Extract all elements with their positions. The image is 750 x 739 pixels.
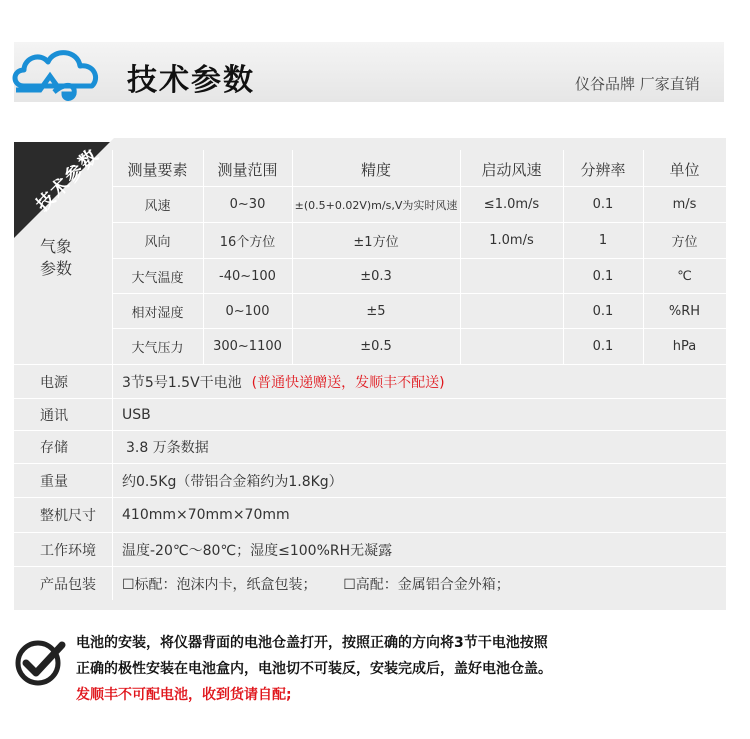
table-cell: 大气压力 [131,341,184,356]
table-cell: 风向 [144,235,171,250]
weather-group-label [40,236,72,280]
spec-label-env: 工作环境 [40,542,96,559]
notice-line-1: 电池的安装，将仪器背面的电池仓盖打开，按照正确的方向将3节干电池按照 [76,635,548,651]
table-cell: 0.1 [592,339,614,354]
spec-label-comm: 通讯 [40,407,68,424]
spec-value-env: 温度-20℃～80℃；湿度≤100%RH无凝露 [122,542,393,559]
spec-label-storage: 存储 [40,440,68,456]
corner-ribbon [14,138,114,238]
table-cell: hPa [672,339,697,354]
table-cell: ±(0.5+0.02V)m/s,V为实时风速 [294,198,458,212]
spec-value-comm: USB [122,406,151,423]
th-element: 测量要素 [127,160,188,179]
table-cell: 300~1100 [213,339,282,354]
table-cell: m/s [672,197,697,212]
spec-value-power-note: (普通快递赠送，发顺丰不配送) [251,374,445,391]
weather-group-label-line1: 气象 [40,237,73,256]
table-cell: 0.1 [592,303,614,319]
table-cell: %RH [668,303,701,319]
table-cell: ±0.3 [360,268,392,284]
table-cell: 1.0m/s [489,233,534,248]
spec-value-size: 410mm×70mm×70mm [122,507,290,523]
table-cell: 16个方位 [219,235,276,250]
spec-value-power [122,365,445,398]
th-start-speed: 启动风速 [481,160,542,179]
spec-value-package: ☐标配：泡沫内卡，纸盒包装； ☐高配：金属铝合金外箱； [122,576,510,593]
spec-label-power: 电源 [40,374,68,391]
brand-slogan: 仪谷品牌 厂家直销 [575,75,700,93]
table-cell: 0~30 [229,197,266,212]
yg-cloud-logo-icon [10,42,105,104]
page-title: 技术参数 [127,63,255,98]
table-cell: 1 [598,233,608,248]
table-cell: ±5 [366,303,386,319]
th-range: 测量范围 [217,160,278,179]
th-accuracy: 精度 [360,160,391,179]
table-cell: 风速 [144,199,171,214]
spec-label-weight: 重量 [40,473,68,490]
table-cell: -40~100 [219,268,276,284]
table-cell: 方位 [671,235,698,250]
table-cell [460,294,563,328]
spec-value-weight: 约0.5Kg（带铝合金箱约为1.8Kg） [122,473,343,490]
ribbon-label: 技术参数 [32,144,104,216]
table-cell [460,329,563,364]
notice-line-3: 发顺丰不可配电池，收到货请自配; [76,687,292,703]
table-cell: ±1方位 [353,235,399,250]
table-cell: ℃ [677,268,692,284]
spec-value-storage: 3.8 万条数据 [126,440,209,456]
table-cell: ≤1.0m/s [483,197,540,212]
th-resolution: 分辨率 [580,160,626,179]
table-cell [460,259,563,293]
table-cell: 相对湿度 [131,305,184,321]
table-cell: 0.1 [592,268,614,284]
spec-label-size: 整机尺寸 [40,508,96,524]
spec-value-power-text: 3节5号1.5V干电池 [122,374,242,391]
notice-line-2: 正确的极性安装在电池盒内，电池切不可装反，安装完成后，盖好电池仓盖。 [76,661,552,677]
check-badge-icon [14,633,70,689]
table-cell: 大气温度 [131,270,184,286]
table-cell: 0~100 [225,303,270,319]
weather-group-label-line2: 参数 [40,259,73,278]
table-cell: 0.1 [592,197,614,212]
spec-label-package: 产品包装 [40,576,96,593]
table-cell: ±0.5 [360,339,392,354]
install-notice [76,630,552,708]
th-unit: 单位 [669,160,700,179]
